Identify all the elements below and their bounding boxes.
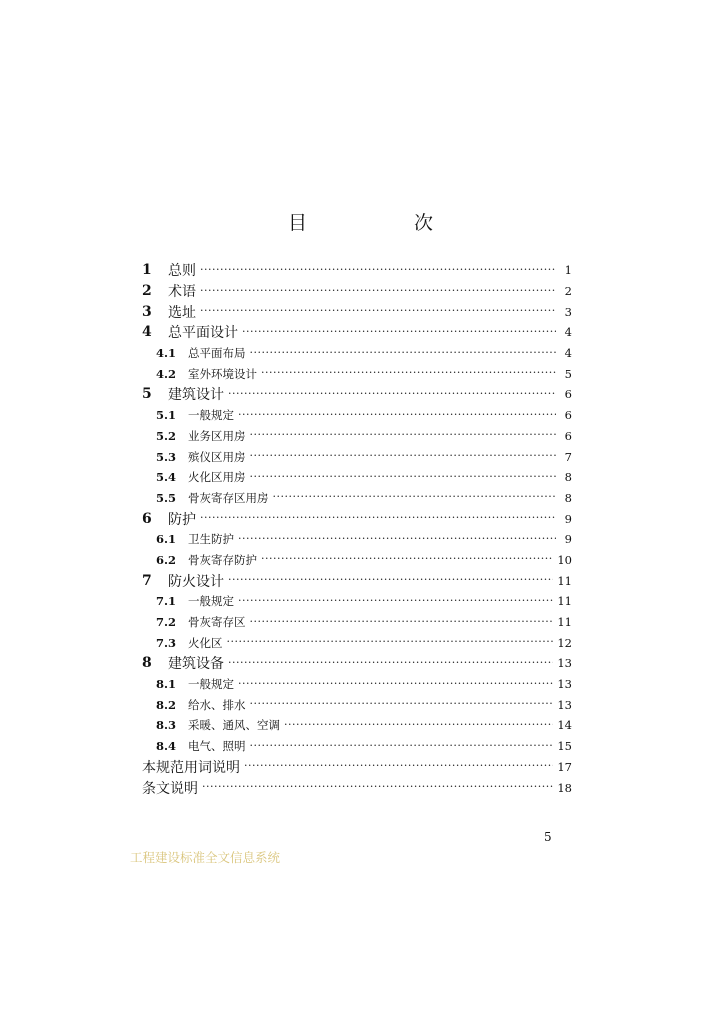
- toc-entry-label: 采暖、通风、空调: [188, 718, 280, 733]
- toc-entry-number: 6: [142, 510, 152, 527]
- toc-leader-dots: [238, 594, 553, 607]
- toc-entry-label: 选址: [168, 304, 196, 321]
- table-of-contents: [142, 260, 572, 798]
- toc-leader-dots: [284, 718, 553, 731]
- toc-entry-label: 骨灰寄存区: [188, 615, 246, 630]
- toc-entry[interactable]: [142, 363, 572, 384]
- toc-entry[interactable]: [142, 777, 572, 798]
- toc-entry-number: 3: [142, 303, 152, 320]
- toc-leader-dots: [250, 428, 557, 441]
- toc-entry-number: 4.2: [156, 366, 177, 381]
- toc-leader-dots: [238, 532, 556, 545]
- page-number: 5: [544, 830, 552, 844]
- toc-entry-label: 室外环境设计: [188, 366, 257, 381]
- toc-entry-page: 10: [557, 552, 572, 567]
- toc-entry[interactable]: [142, 591, 572, 612]
- page-title: 目 次: [287, 212, 477, 234]
- toc-entry-number: 5.2: [156, 428, 177, 443]
- toc-leader-dots: [250, 739, 554, 752]
- toc-entry-label: 建筑设计: [168, 387, 224, 404]
- toc-entry[interactable]: [142, 632, 572, 653]
- toc-entry-label: 本规范用词说明: [142, 759, 240, 776]
- toc-leader-dots: [273, 490, 557, 503]
- toc-leader-dots: [250, 615, 554, 628]
- toc-leader-dots: [250, 470, 557, 483]
- toc-entry-number: 1: [142, 262, 152, 279]
- toc-leader-dots: [200, 304, 556, 317]
- toc-entry[interactable]: [142, 529, 572, 550]
- toc-entry-page: 7: [564, 449, 572, 464]
- toc-entry[interactable]: [142, 446, 572, 467]
- toc-entry-label: 一般规定: [188, 408, 234, 423]
- toc-leader-dots: [238, 677, 553, 690]
- toc-entry[interactable]: [142, 384, 572, 405]
- toc-entry[interactable]: [142, 467, 572, 488]
- toc-entry-page: 8: [564, 470, 572, 485]
- toc-entry-label: 总平面布局: [188, 346, 246, 361]
- toc-entry-page: 4: [564, 325, 572, 340]
- toc-entry-number: 8.4: [156, 739, 177, 754]
- toc-entry[interactable]: [142, 674, 572, 695]
- toc-entry-page: 5: [564, 366, 572, 381]
- toc-entry-label: 总则: [168, 263, 196, 280]
- toc-entry-label: 火化区用房: [188, 470, 246, 485]
- toc-entry-label: 防火设计: [168, 573, 224, 590]
- toc-leader-dots: [238, 408, 556, 421]
- toc-entry-label: 总平面设计: [168, 325, 238, 342]
- toc-leader-dots: [228, 387, 556, 400]
- toc-entry[interactable]: [142, 322, 572, 343]
- toc-entry[interactable]: [142, 694, 572, 715]
- toc-entry[interactable]: [142, 653, 572, 674]
- toc-entry-page: 3: [564, 304, 572, 319]
- toc-entry-page: 4: [564, 346, 572, 361]
- toc-entry-number: 4.1: [156, 346, 177, 361]
- toc-entry[interactable]: [142, 426, 572, 447]
- toc-leader-dots: [227, 635, 554, 648]
- toc-entry[interactable]: [142, 570, 572, 591]
- toc-entry-page: 17: [557, 759, 572, 774]
- toc-entry-label: 火化区: [188, 635, 223, 650]
- toc-entry-number: 4: [142, 324, 152, 341]
- toc-entry-label: 殡仪区用房: [188, 449, 246, 464]
- toc-entry-page: 15: [557, 739, 572, 754]
- toc-entry-label: 业务区用房: [188, 428, 246, 443]
- toc-entry-page: 6: [564, 387, 572, 402]
- toc-leader-dots: [242, 325, 556, 338]
- toc-entry-number: 5.3: [156, 449, 177, 464]
- toc-entry[interactable]: [142, 343, 572, 364]
- toc-leader-dots: [244, 759, 553, 772]
- toc-entry-number: 5.1: [156, 408, 177, 423]
- toc-entry-number: 8.2: [156, 697, 177, 712]
- toc-entry-label: 骨灰寄存防护: [188, 552, 257, 567]
- toc-entry-label: 建筑设备: [168, 656, 224, 673]
- toc-entry-page: 13: [557, 697, 572, 712]
- toc-leader-dots: [200, 284, 556, 297]
- toc-leader-dots: [250, 346, 557, 359]
- toc-entry-number: 7.1: [156, 594, 177, 609]
- toc-leader-dots: [228, 656, 553, 669]
- toc-entry-number: 6.2: [156, 552, 177, 567]
- toc-entry-page: 9: [564, 532, 572, 547]
- toc-entry[interactable]: [142, 508, 572, 529]
- toc-entry[interactable]: [142, 715, 572, 736]
- toc-entry-page: 13: [557, 656, 572, 671]
- toc-entry-number: 5.5: [156, 490, 177, 505]
- toc-entry[interactable]: [142, 550, 572, 571]
- toc-entry-page: 8: [564, 490, 572, 505]
- toc-leader-dots: [250, 449, 557, 462]
- watermark-text: 工程建设标准全文信息系统: [130, 850, 281, 865]
- toc-entry[interactable]: [142, 301, 572, 322]
- toc-entry-label: 一般规定: [188, 594, 234, 609]
- toc-entry[interactable]: [142, 405, 572, 426]
- toc-entry-page: 14: [557, 718, 572, 733]
- toc-entry[interactable]: [142, 260, 572, 281]
- toc-entry-page: 9: [564, 511, 572, 526]
- toc-entry-number: 7: [142, 572, 152, 589]
- toc-leader-dots: [200, 263, 556, 276]
- toc-entry[interactable]: [142, 612, 572, 633]
- toc-entry-page: 2: [564, 284, 572, 299]
- toc-leader-dots: [261, 366, 556, 379]
- toc-entry-label: 骨灰寄存区用房: [188, 490, 269, 505]
- toc-entry-page: 6: [564, 408, 572, 423]
- toc-entry-number: 5: [142, 386, 152, 403]
- toc-entry-number: 2: [142, 283, 152, 300]
- toc-entry-label: 卫生防护: [188, 532, 234, 547]
- toc-entry-label: 防护: [168, 511, 196, 528]
- toc-entry-page: 11: [557, 573, 572, 588]
- toc-entry[interactable]: [142, 281, 572, 302]
- toc-entry-number: 8: [142, 655, 152, 672]
- toc-leader-dots: [200, 511, 556, 524]
- toc-entry-number: 8.1: [156, 677, 177, 692]
- toc-entry-page: 1: [564, 263, 572, 278]
- toc-entry-number: 8.3: [156, 718, 177, 733]
- toc-entry-number: 7.2: [156, 615, 177, 630]
- toc-entry-page: 12: [557, 635, 572, 650]
- toc-entry-number: 6.1: [156, 532, 177, 547]
- toc-entry-label: 电气、照明: [188, 739, 246, 754]
- toc-entry-label: 给水、排水: [188, 697, 246, 712]
- toc-entry-label: 条文说明: [142, 780, 198, 797]
- toc-leader-dots: [202, 780, 553, 793]
- toc-entry-page: 11: [557, 594, 572, 609]
- toc-entry[interactable]: [142, 736, 572, 757]
- toc-entry[interactable]: [142, 757, 572, 778]
- toc-entry-page: 11: [557, 615, 572, 630]
- toc-entry-number: 5.4: [156, 470, 177, 485]
- toc-entry-label: 术语: [168, 284, 196, 301]
- toc-leader-dots: [228, 573, 553, 586]
- toc-leader-dots: [261, 552, 553, 565]
- toc-entry-page: 13: [557, 677, 572, 692]
- toc-entry[interactable]: [142, 488, 572, 509]
- toc-entry-number: 7.3: [156, 635, 177, 650]
- toc-entry-label: 一般规定: [188, 677, 234, 692]
- toc-entry-page: 6: [564, 428, 572, 443]
- toc-leader-dots: [250, 697, 554, 710]
- toc-entry-page: 18: [557, 780, 572, 795]
